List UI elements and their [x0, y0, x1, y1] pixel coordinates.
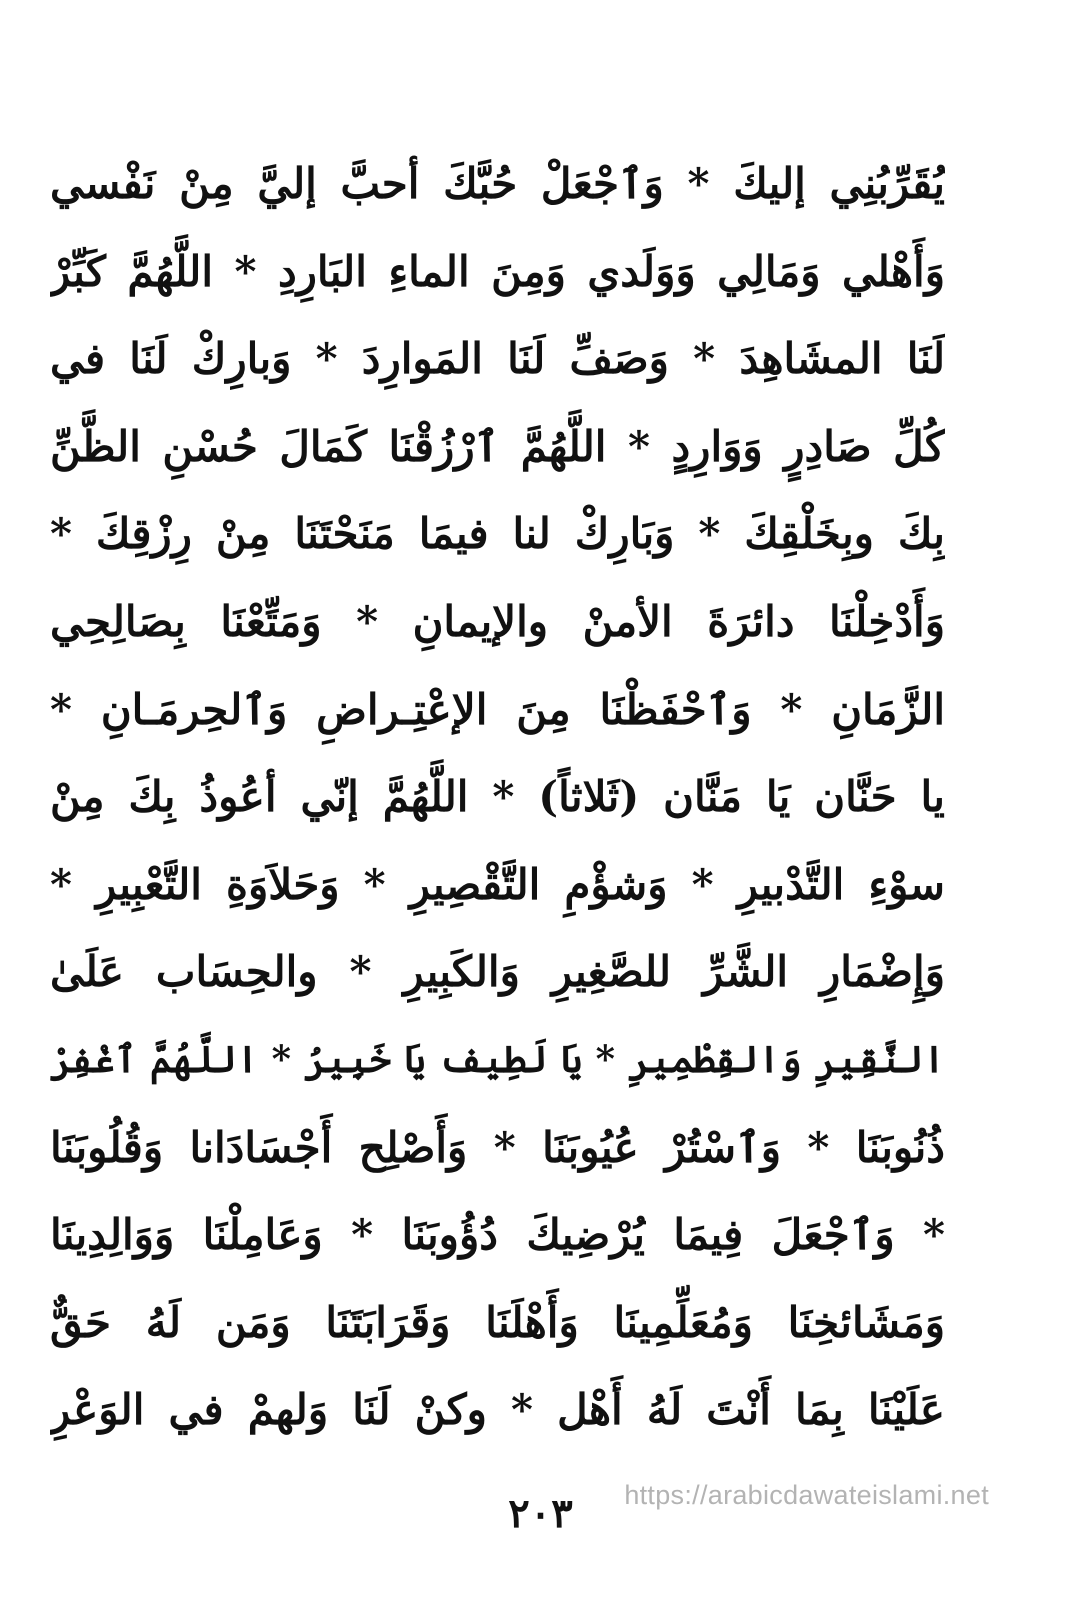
- text-line-9: سوْءِ التَّدْبيرِ * وَشؤْمِ التَّقْصِيرِ * وَحَلاَوَةِ التَّعْبِيرِ *: [50, 859, 945, 909]
- text-line-10: وَإِضْمَارِ الشَّرِّ للصَّغِيرِ وَالكَبِيرِ * والحِسَاب عَلَىٰ: [50, 947, 945, 997]
- text-line-8: يا حَنَّان يَا مَنَّان (ثَلاثاً) * اللَّهُمَّ إنّي أعُوذُ بِكَ مِنْ: [50, 772, 945, 822]
- website-watermark: https://arabicdawateislami.net: [624, 1480, 989, 1510]
- page-number: ٢٠٣: [508, 1490, 573, 1537]
- text-line-12: ذُنُوبَنَا * وَٱسْتُرْ عُيُوبَنَا * وَأَصْلِح أَجْسَادَانا وَقُلُوبَنَا: [50, 1122, 945, 1172]
- text-line-6: وَأَدْخِلْنَا دائرَةَ الأمنْ والإيمانِ * وَمَتِّعْنَا بِصَالِحِي: [50, 596, 945, 646]
- text-line-14: وَمَشَائخِنَا وَمُعَلِّمِينَا وَأَهْلَنَا وَقَرَابَتَنَا وَمَن لَهُ حَقٌّ: [50, 1297, 945, 1347]
- text-line-3: لَنَا المشَاهِدَ * وَصَفِّ لَنَا المَوارِدَ * وَبارِكْ لَنَا في: [50, 334, 945, 384]
- text-line-4: كُلِّ صَادِرٍ وَوَارِدٍ * اللَّهُمَّ ٱرْزُقْنَا كَمَالَ حُسْنِ الظَّنِّ: [50, 421, 945, 471]
- text-line-7: الزَّمَانِ * وَٱحْفَظْنَا مِنَ الإعْتِـراضِ وَٱلحِرمَـانِ *: [50, 684, 945, 734]
- supplication-text-block: [50, 140, 945, 1454]
- text-line-2: وَأَهْلي وَمَالِي وَوَلَدي وَمِنَ الماءِ البَارِدِ * اللَّهُمَّ كَبِّرْ: [50, 246, 945, 296]
- text-line-1: يُقَرِّبُنِي إليكَ * وَٱجْعَلْ حُبَّكَ أحبَّ إليَّ مِنْ نَفْسي: [50, 159, 945, 208]
- text-line-15: عَلَيْنَا بِمَا أَنْتَ لَهُ أَهْل * وكنْ لَنَا وَلهمْ في الوَعْرِ: [50, 1385, 945, 1435]
- text-line-5: بِكَ وبِخَلْقِكَ * وَبَارِكْ لنا فيمَا مَنَحْتَنَا مِنْ رِزْقِكَ *: [50, 509, 945, 559]
- text-line-11: النَّقِيرِ وَالقِطْمِيرِ * يَا لَطِيف يَا خَبِيرُ * اللَّهُمَّ ٱغْفِرْ: [50, 1036, 945, 1081]
- text-line-13: * وَٱجْعَلَ فِيمَا يُرْضِيكَ دُؤُوبَنَا * وَعَامِلْنَا وَوَالِدِينَا: [50, 1210, 945, 1260]
